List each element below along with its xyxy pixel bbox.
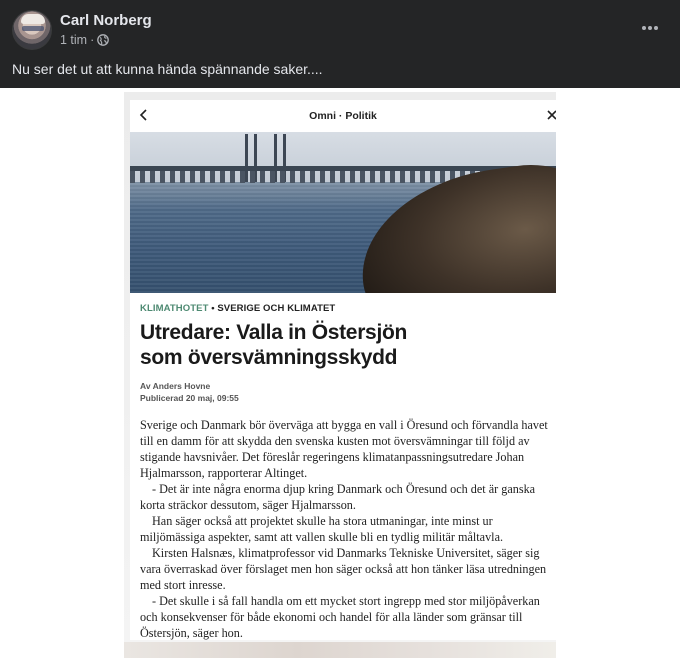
kicker-subsection: SVERIGE OCH KLIMATET [217, 303, 336, 314]
chevron-left-icon [138, 107, 150, 123]
article-byline: Av Anders Hovne [140, 381, 211, 391]
meta-separator: · [90, 33, 95, 47]
article-published: Publicerad 20 maj, 09:55 [140, 393, 239, 403]
more-options-button[interactable] [640, 22, 660, 34]
more-horizontal-icon [642, 26, 646, 30]
article-headline [140, 320, 540, 370]
kicker-section: KLIMATHOTET [140, 303, 209, 314]
article-source-title: Omni · Politik [309, 110, 377, 122]
post-timestamp[interactable]: 1 tim [60, 33, 88, 47]
post-text: Nu ser det ut att kunna hända spännande saker.... [12, 61, 323, 77]
article-paragraph: - Det är inte några enorma djup kring Danmark och Öresund och det är ganska korta sträckor dessutom, säger Hjalmarsson. [140, 482, 536, 512]
headline-line-2: som översvämningsskydd [140, 346, 398, 369]
article-paragraph: Kirsten Halsnæs, klimatprofessor vid Danmarks Tekniske Universitet, säger sig vara överraskad över förslaget men hon säger också att hon tänker läsa utredningen med stort inresse. [140, 546, 547, 592]
article-paragraph: - Det skulle i så fall handla om ett mycket stort ingrepp med stor miljöpåverkan och konsekvenser för både ekonomi och handel för alla länder som gränsar till Östersjön, säger hon. [140, 594, 540, 640]
article-kicker [140, 303, 335, 314]
headline-line-1: Utredare: Valla in Östersjön [140, 321, 408, 344]
article-body [140, 417, 552, 641]
more-dot [654, 26, 658, 30]
author-name[interactable]: Carl Norberg [60, 12, 152, 29]
close-icon [546, 108, 556, 122]
avatar-glasses [22, 26, 44, 31]
photo-background-blur [124, 642, 556, 658]
post-photo[interactable] [124, 92, 556, 658]
post-header [0, 0, 680, 88]
avatar-hair [21, 14, 45, 24]
article-screenshot [130, 100, 556, 640]
article-nav-bar [130, 100, 556, 132]
article-paragraph: Sverige och Danmark bör överväga att bygga en vall i Öresund och förvandla havet till en damm för att skydda den svenska kusten mot översvämningar till följd av stigande havsnivåer. Det föreslår regeringens klimatanpassningsutredare Johan Hjalmarsson, rapporterar Altinget. [140, 418, 548, 480]
more-dot [648, 26, 652, 30]
globe-icon [97, 34, 109, 46]
hero-image [130, 132, 556, 293]
post-meta [60, 33, 109, 47]
kicker-separator: • [208, 303, 218, 314]
author-avatar[interactable] [12, 10, 52, 50]
article-paragraph: Han säger också att projektet skulle ha stora utmaningar, inte minst ur miljömässiga aspekter, samt att vallen skulle bli en tydlig militär måltavla. [140, 514, 504, 544]
